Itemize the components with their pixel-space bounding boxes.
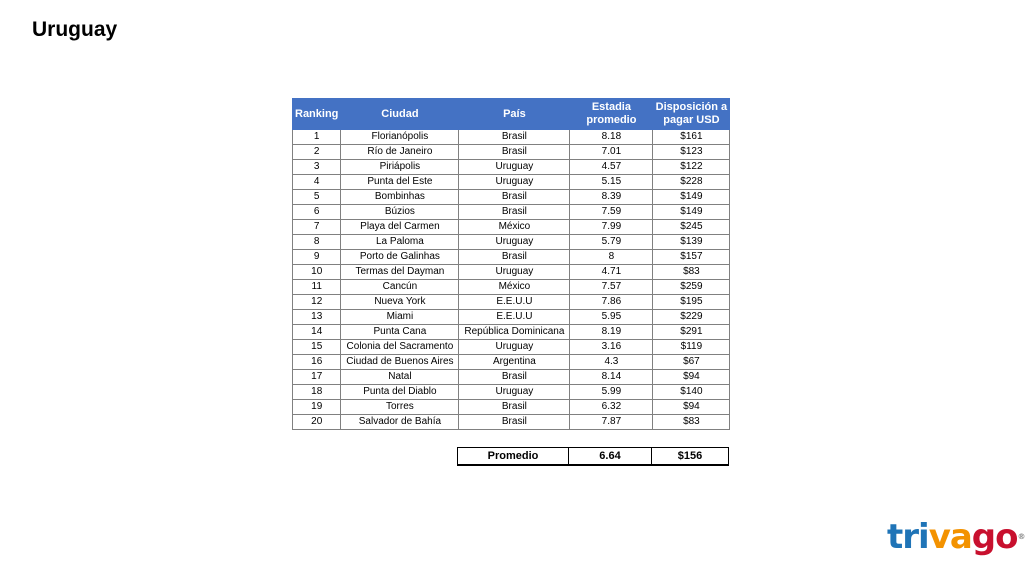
cell-country: República Dominicana [459,325,570,340]
logo-part-va: va [928,517,972,557]
header-disposicion: Disposición a pagar USD [653,99,730,130]
cell-stay: 8.18 [570,130,653,145]
cell-city: Torres [341,400,459,415]
cell-city: Porto de Galinhas [341,250,459,265]
header-pais: País [459,99,570,130]
registered-mark: ® [1017,532,1026,541]
cell-stay: 8.14 [570,370,653,385]
cell-rank: 5 [293,190,341,205]
cell-city: Salvador de Bahía [341,415,459,430]
cell-rank: 3 [293,160,341,175]
cell-city: Playa del Carmen [341,220,459,235]
cell-city: Punta del Este [341,175,459,190]
cell-rank: 13 [293,310,341,325]
cell-stay: 4.3 [570,355,653,370]
cell-rank: 6 [293,205,341,220]
summary-table [457,447,729,466]
table-row [293,355,730,370]
cell-pay: $149 [653,205,730,220]
cell-pay: $291 [653,325,730,340]
ranking-table [292,98,730,430]
cell-stay: 7.59 [570,205,653,220]
page-title: Uruguay [32,18,118,41]
cell-rank: 20 [293,415,341,430]
cell-city: Punta del Diablo [341,385,459,400]
cell-city: Río de Janeiro [341,145,459,160]
cell-country: Uruguay [459,385,570,400]
cell-country: Brasil [459,370,570,385]
cell-pay: $157 [653,250,730,265]
cell-pay: $67 [653,355,730,370]
cell-stay: 3.16 [570,340,653,355]
cell-rank: 17 [293,370,341,385]
cell-stay: 5.95 [570,310,653,325]
cell-stay: 4.71 [570,265,653,280]
cell-city: Termas del Dayman [341,265,459,280]
cell-stay: 5.15 [570,175,653,190]
cell-country: Uruguay [459,340,570,355]
cell-rank: 12 [293,295,341,310]
table-header-row [293,99,730,130]
table-row [293,265,730,280]
cell-country: Brasil [459,130,570,145]
cell-stay: 7.87 [570,415,653,430]
cell-stay: 6.32 [570,400,653,415]
cell-stay: 5.79 [570,235,653,250]
table-row [293,220,730,235]
cell-country: Brasil [459,400,570,415]
cell-stay: 4.57 [570,160,653,175]
table-row [293,175,730,190]
cell-stay: 7.01 [570,145,653,160]
cell-pay: $83 [653,415,730,430]
table-row [293,340,730,355]
cell-stay: 7.99 [570,220,653,235]
table-row [293,205,730,220]
cell-rank: 16 [293,355,341,370]
summary-pay: $156 [652,448,729,466]
cell-city: Florianópolis [341,130,459,145]
cell-rank: 19 [293,400,341,415]
cell-city: Natal [341,370,459,385]
table-row [293,280,730,295]
cell-country: Brasil [459,190,570,205]
table-row [293,160,730,175]
table-row [293,190,730,205]
table-row [293,310,730,325]
cell-stay: 7.57 [570,280,653,295]
cell-rank: 9 [293,250,341,265]
table-row [293,235,730,250]
cell-country: Uruguay [459,235,570,250]
cell-rank: 10 [293,265,341,280]
cell-rank: 7 [293,220,341,235]
cell-pay: $123 [653,145,730,160]
cell-city: Bombinhas [341,190,459,205]
cell-pay: $161 [653,130,730,145]
table-row [293,415,730,430]
cell-rank: 11 [293,280,341,295]
cell-city: Búzios [341,205,459,220]
cell-country: México [459,280,570,295]
cell-pay: $245 [653,220,730,235]
cell-rank: 1 [293,130,341,145]
cell-pay: $195 [653,295,730,310]
summary-row [458,448,729,466]
cell-pay: $229 [653,310,730,325]
cell-rank: 18 [293,385,341,400]
cell-pay: $83 [653,265,730,280]
header-estadia: Estadia promedio [570,99,653,130]
cell-pay: $228 [653,175,730,190]
trivago-logo [887,517,1026,557]
cell-country: Brasil [459,250,570,265]
cell-country: E.E.U.U [459,310,570,325]
header-ciudad: Ciudad [341,99,459,130]
cell-pay: $122 [653,160,730,175]
cell-city: Miami [341,310,459,325]
cell-pay: $94 [653,370,730,385]
summary-stay: 6.64 [569,448,652,466]
cell-country: Brasil [459,145,570,160]
cell-stay: 7.86 [570,295,653,310]
table-row [293,400,730,415]
cell-city: Cancún [341,280,459,295]
cell-pay: $119 [653,340,730,355]
header-ranking: Ranking [293,99,341,130]
cell-city: Ciudad de Buenos Aires [341,355,459,370]
cell-city: Punta Cana [341,325,459,340]
cell-city: Colonia del Sacramento [341,340,459,355]
cell-country: Uruguay [459,160,570,175]
cell-country: Brasil [459,205,570,220]
table-body [293,130,730,430]
table-row [293,250,730,265]
cell-country: Brasil [459,415,570,430]
cell-city: Piriápolis [341,160,459,175]
cell-country: Uruguay [459,265,570,280]
table-row [293,145,730,160]
table-row [293,325,730,340]
cell-rank: 14 [293,325,341,340]
cell-city: La Paloma [341,235,459,250]
cell-city: Nueva York [341,295,459,310]
cell-pay: $149 [653,190,730,205]
table-row [293,370,730,385]
cell-pay: $259 [653,280,730,295]
logo-part-tri: tri [887,517,929,557]
cell-rank: 4 [293,175,341,190]
cell-country: Uruguay [459,175,570,190]
cell-stay: 8 [570,250,653,265]
cell-pay: $140 [653,385,730,400]
cell-country: México [459,220,570,235]
cell-pay: $94 [653,400,730,415]
cell-country: E.E.U.U [459,295,570,310]
table-row [293,385,730,400]
cell-stay: 8.19 [570,325,653,340]
logo-part-go: go [971,517,1018,557]
table-row [293,295,730,310]
cell-rank: 15 [293,340,341,355]
cell-rank: 2 [293,145,341,160]
cell-pay: $139 [653,235,730,250]
table-row [293,130,730,145]
cell-country: Argentina [459,355,570,370]
cell-stay: 5.99 [570,385,653,400]
cell-rank: 8 [293,235,341,250]
cell-stay: 8.39 [570,190,653,205]
summary-label: Promedio [458,448,569,466]
